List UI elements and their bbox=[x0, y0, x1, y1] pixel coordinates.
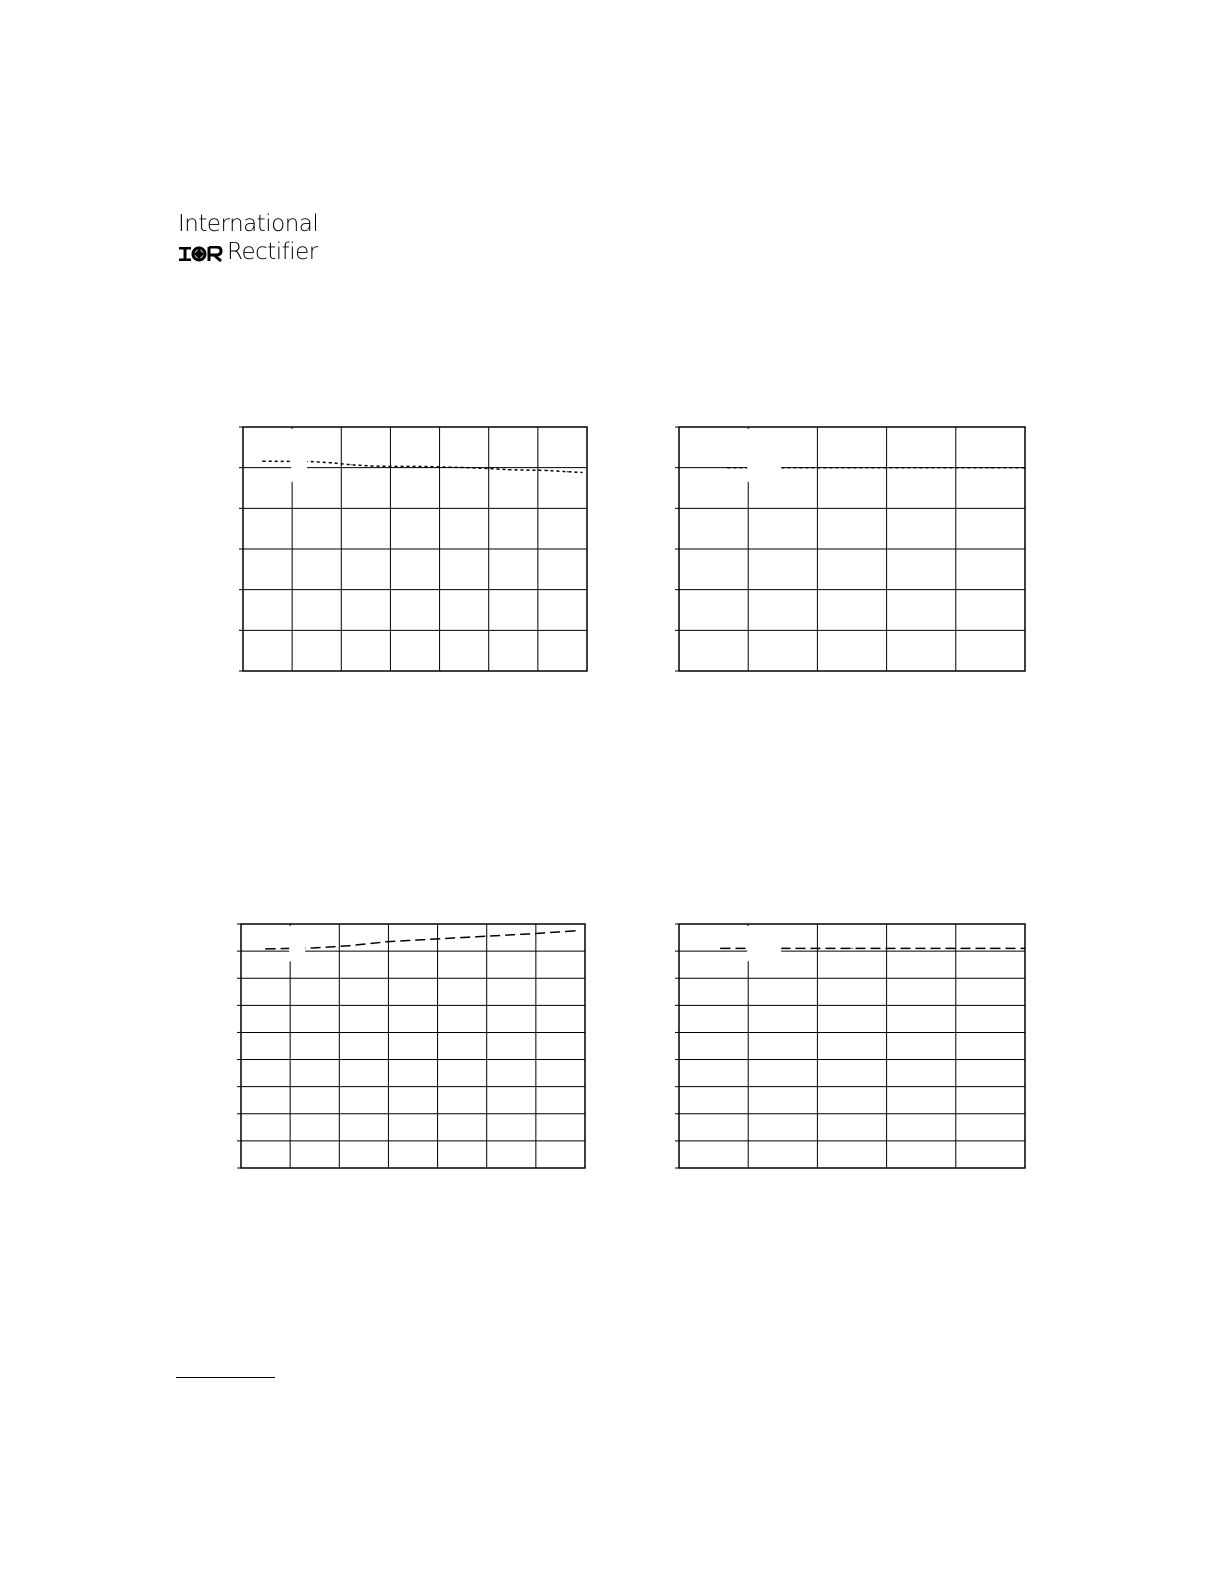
logo-text-rectifier: Rectifier bbox=[227, 239, 318, 265]
data-point bbox=[567, 471, 568, 472]
data-point bbox=[437, 938, 438, 939]
data-point bbox=[388, 941, 389, 942]
data-point bbox=[527, 470, 528, 471]
data-point bbox=[349, 945, 350, 946]
data-point bbox=[314, 947, 315, 948]
data-point bbox=[486, 936, 487, 937]
data-point bbox=[351, 464, 352, 465]
data-point bbox=[990, 948, 991, 949]
series-line-0 bbox=[263, 461, 582, 472]
data-point bbox=[782, 948, 783, 949]
data-point bbox=[547, 470, 548, 471]
data-point bbox=[535, 933, 536, 934]
chart-top-right-svg bbox=[672, 424, 1030, 676]
data-point bbox=[468, 467, 469, 468]
chart-top-left bbox=[236, 424, 592, 676]
data-point bbox=[488, 468, 489, 469]
data-point bbox=[727, 467, 728, 468]
data-point bbox=[390, 466, 391, 467]
data-point bbox=[311, 461, 312, 462]
data-point bbox=[581, 472, 582, 473]
legend-blank-area bbox=[747, 926, 781, 961]
data-point bbox=[265, 948, 266, 949]
data-point bbox=[1024, 948, 1025, 949]
data-point bbox=[331, 462, 332, 463]
data-point bbox=[262, 461, 263, 462]
chart-top-right bbox=[672, 424, 1030, 676]
data-point bbox=[921, 948, 922, 949]
ior-logo-mark-icon bbox=[179, 246, 226, 262]
data-point bbox=[990, 467, 991, 468]
data-point bbox=[419, 466, 420, 467]
data-point bbox=[851, 948, 852, 949]
chart-bottom-right bbox=[672, 921, 1030, 1173]
data-point bbox=[1024, 467, 1025, 468]
legend-blank-area bbox=[747, 429, 781, 482]
legend-blank-area bbox=[291, 429, 307, 482]
data-point bbox=[370, 465, 371, 466]
logo-text-international: International bbox=[178, 211, 319, 237]
data-point bbox=[720, 948, 721, 949]
chart-bottom-left bbox=[234, 921, 590, 1173]
plot-frame bbox=[679, 924, 1025, 1168]
chart-bottom-left-svg bbox=[234, 921, 590, 1173]
data-point bbox=[921, 467, 922, 468]
company-logo bbox=[178, 210, 318, 270]
data-point bbox=[851, 467, 852, 468]
footer-rule bbox=[176, 1377, 275, 1378]
data-point bbox=[782, 467, 783, 468]
data-point bbox=[508, 469, 509, 470]
data-point bbox=[575, 930, 576, 931]
legend-blank-area bbox=[289, 926, 305, 961]
chart-bottom-right-svg bbox=[672, 921, 1030, 1173]
series-line-0 bbox=[266, 931, 576, 949]
chart-top-left-svg bbox=[236, 424, 592, 676]
